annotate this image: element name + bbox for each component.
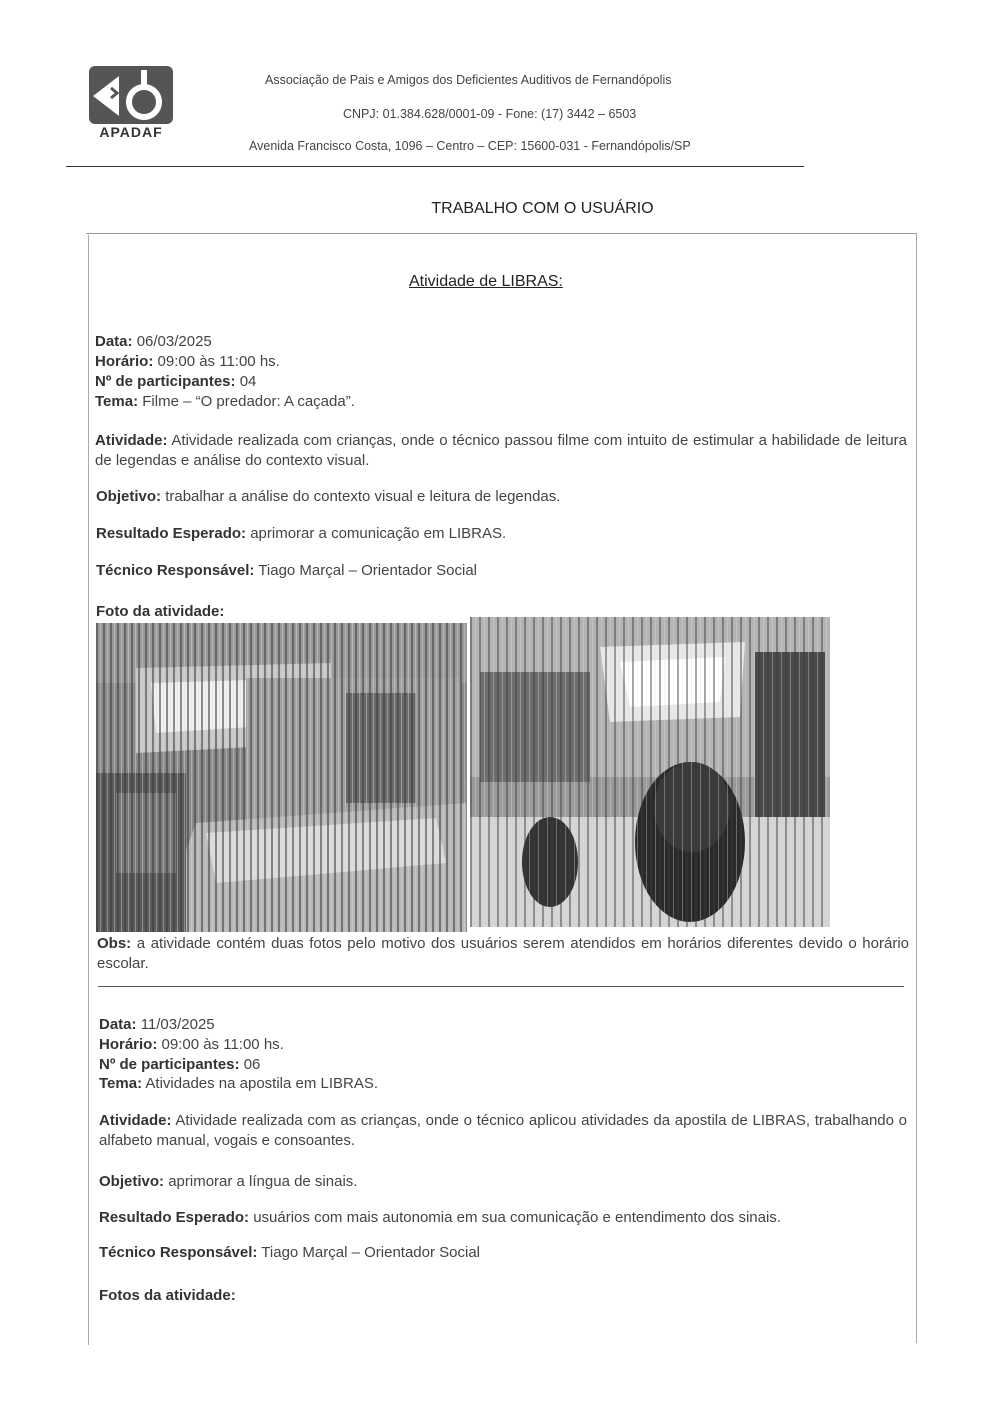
apadaf-emblem-icon (89, 66, 173, 124)
activity-photo-2 (470, 617, 830, 927)
session2-participants: Nº de participantes: 06 (99, 1056, 261, 1073)
session2-expected-result: Resultado Esperado: usuários com mais autonomia em sua comunicação e entendimento dos sinais. (99, 1209, 781, 1226)
org-name: Associação de Pais e Amigos dos Deficientes Auditivos de Fernandópolis (265, 73, 672, 87)
classroom-photo-image (96, 623, 467, 932)
activity-title: Atividade de LIBRAS: (409, 273, 563, 290)
session2-objective: Objetivo: aprimorar a língua de sinais. (99, 1173, 358, 1190)
session2-activity: Atividade: Atividade realizada com as crianças, onde o técnico aplicou atividades da apostila de LIBRAS, trabalhando o alfabeto manual, vogais e consoantes. (99, 1112, 908, 1149)
session1-expected-result: Resultado Esperado: aprimorar a comunicação em LIBRAS. (96, 525, 507, 542)
session1-time: Horário: 09:00 às 11:00 hs. (95, 353, 280, 370)
frame-right-border (916, 233, 917, 1343)
org-address: Avenida Francisco Costa, 1096 – Centro – CEP: 15600-031 - Fernandópolis/SP (249, 139, 691, 153)
apadaf-logo (86, 64, 176, 148)
frame-top-border (86, 233, 916, 234)
org-cnpj-phone: CNPJ: 01.384.628/0001-09 - Fone: (17) 3442 – 6503 (343, 107, 637, 121)
logo-text: APADAF (99, 124, 163, 140)
session1-photo-label: Foto da atividade: (96, 603, 225, 620)
session-divider (98, 986, 904, 987)
session1-date: Data: 06/03/2025 (95, 333, 212, 350)
session1-observation: Obs: a atividade contém duas fotos pelo motivo dos usuários serem atendidos em horários diferentes devido o horário escolar. (97, 935, 910, 972)
session1-participants: Nº de participantes: 04 (95, 373, 257, 390)
session1-theme: Tema: Filme – “O predador: A caçada”. (95, 393, 355, 410)
session2-photo-label: Fotos da atividade: (99, 1287, 236, 1304)
session1-activity: Atividade: Atividade realizada com crianças, onde o técnico passou filme com intuito de estimular a habilidade de leitura de legendas e análise do contexto visual. (95, 432, 907, 469)
session2-technician: Técnico Responsável: Tiago Marçal – Orientador Social (99, 1244, 481, 1261)
session1-objective: Objetivo: trabalhar a análise do contexto visual e leitura de legendas. (96, 488, 561, 505)
frame-left-border (88, 235, 89, 1345)
document-title: TRABALHO COM O USUÁRIO (431, 200, 654, 217)
session2-theme: Tema: Atividades na apostila em LIBRAS. (99, 1075, 379, 1092)
header-divider (66, 166, 804, 167)
children-watching-photo-image (470, 617, 830, 927)
session1-technician: Técnico Responsável: Tiago Marçal – Orientador Social (96, 562, 478, 579)
session2-date: Data: 11/03/2025 (99, 1016, 215, 1033)
session2-time: Horário: 09:00 às 11:00 hs. (99, 1036, 284, 1053)
activity-photo-1 (96, 623, 467, 932)
